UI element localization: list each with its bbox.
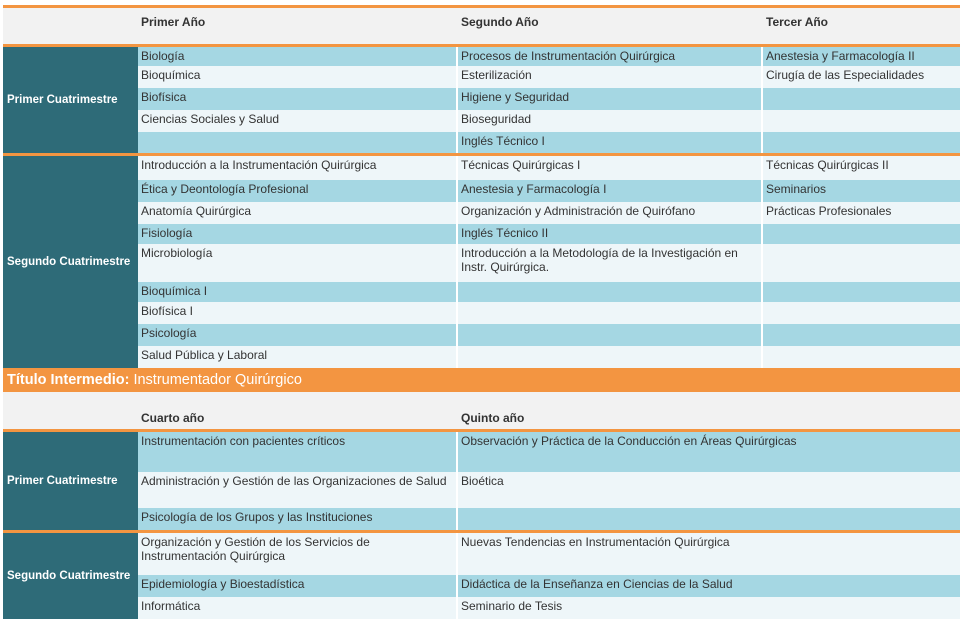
course-cell: Bioética [458,472,960,508]
top-table-header [3,5,960,47]
course-cell [763,302,960,324]
course-cell: Informática [138,597,456,619]
course-cell: Anestesia y Farmacología I [458,180,761,202]
course-cell: Psicología [138,324,456,346]
course-cell: Técnicas Quirúrgicas II [763,156,960,180]
course-cell: Fisiología [138,224,456,244]
intermediate-title-banner [3,368,960,392]
course-cell [763,324,960,346]
course-cell [763,244,960,282]
header-year-2: Segundo Año [461,15,539,29]
course-cell: Técnicas Quirúrgicas I [458,156,761,180]
course-cell [763,224,960,244]
course-cell: Seminarios [763,180,960,202]
course-cell: Epidemiología y Bioestadística [138,575,456,597]
course-cell: Higiene y Seguridad [458,88,761,110]
course-cell: Ética y Deontología Profesional [138,180,456,202]
course-cell [763,88,960,110]
course-cell: Biología [138,47,456,66]
course-cell: Psicología de los Grupos y las Instituciones [138,508,456,530]
course-cell [458,324,761,346]
course-cell: Biofísica I [138,302,456,324]
course-cell: Salud Pública y Laboral [138,346,456,368]
course-cell [458,282,761,302]
course-cell: Biofísica [138,88,456,110]
banner-label: Título Intermedio: [7,372,130,388]
header-year-5: Quinto año [461,411,525,425]
course-cell: Bioquímica [138,66,456,88]
course-cell: Microbiología [138,244,456,282]
course-cell: Inglés Técnico I [458,132,761,153]
semester-label-1: Primer Cuatrimestre [3,432,138,530]
semester-label-1: Primer Cuatrimestre [3,47,138,153]
course-cell: Instrumentación con pacientes críticos [138,432,456,472]
course-cell: Anatomía Quirúrgica [138,202,456,224]
course-cell: Administración y Gestión de las Organizaciones de Salud [138,472,456,508]
course-cell: Bioseguridad [458,110,761,132]
course-cell: Inglés Técnico II [458,224,761,244]
semester-label-2: Segundo Cuatrimestre [3,156,138,368]
banner-value: Instrumentador Quirúrgico [129,372,302,388]
header-year-3: Tercer Año [766,15,829,29]
course-cell: Cirugía de las Especialidades [763,66,960,88]
course-cell [458,508,960,530]
course-cell: Anestesia y Farmacología II [763,47,960,66]
bottom-table-header [3,392,960,432]
course-cell: Esterilización [458,66,761,88]
course-cell: Organización y Gestión de los Servicios de Instrumentación Quirúrgica [138,533,456,575]
course-cell: Bioquímica I [138,282,456,302]
course-cell [138,132,456,153]
header-year-4: Cuarto año [141,411,205,425]
course-cell: Introducción a la Instrumentación Quirúrgica [138,156,456,180]
course-cell: Seminario de Tesis [458,597,960,619]
course-cell [458,346,761,368]
course-cell [763,110,960,132]
header-year-1: Primer Año [141,15,206,29]
course-cell: Observación y Práctica de la Conducción en Áreas Quirúrgicas [458,432,960,472]
semester-label-2: Segundo Cuatrimestre [3,533,138,619]
course-cell [458,302,761,324]
course-cell [763,282,960,302]
course-cell [763,346,960,368]
course-cell: Ciencias Sociales y Salud [138,110,456,132]
course-cell: Organización y Administración de Quirófano [458,202,761,224]
course-cell: Nuevas Tendencias en Instrumentación Quirúrgica [458,533,960,575]
course-cell [763,132,960,153]
course-cell: Prácticas Profesionales [763,202,960,224]
course-cell: Introducción a la Metodología de la Investigación en Instr. Quirúrgica. [458,244,761,282]
course-cell: Didáctica de la Enseñanza en Ciencias de la Salud [458,575,960,597]
course-cell: Procesos de Instrumentación Quirúrgica [458,47,761,66]
